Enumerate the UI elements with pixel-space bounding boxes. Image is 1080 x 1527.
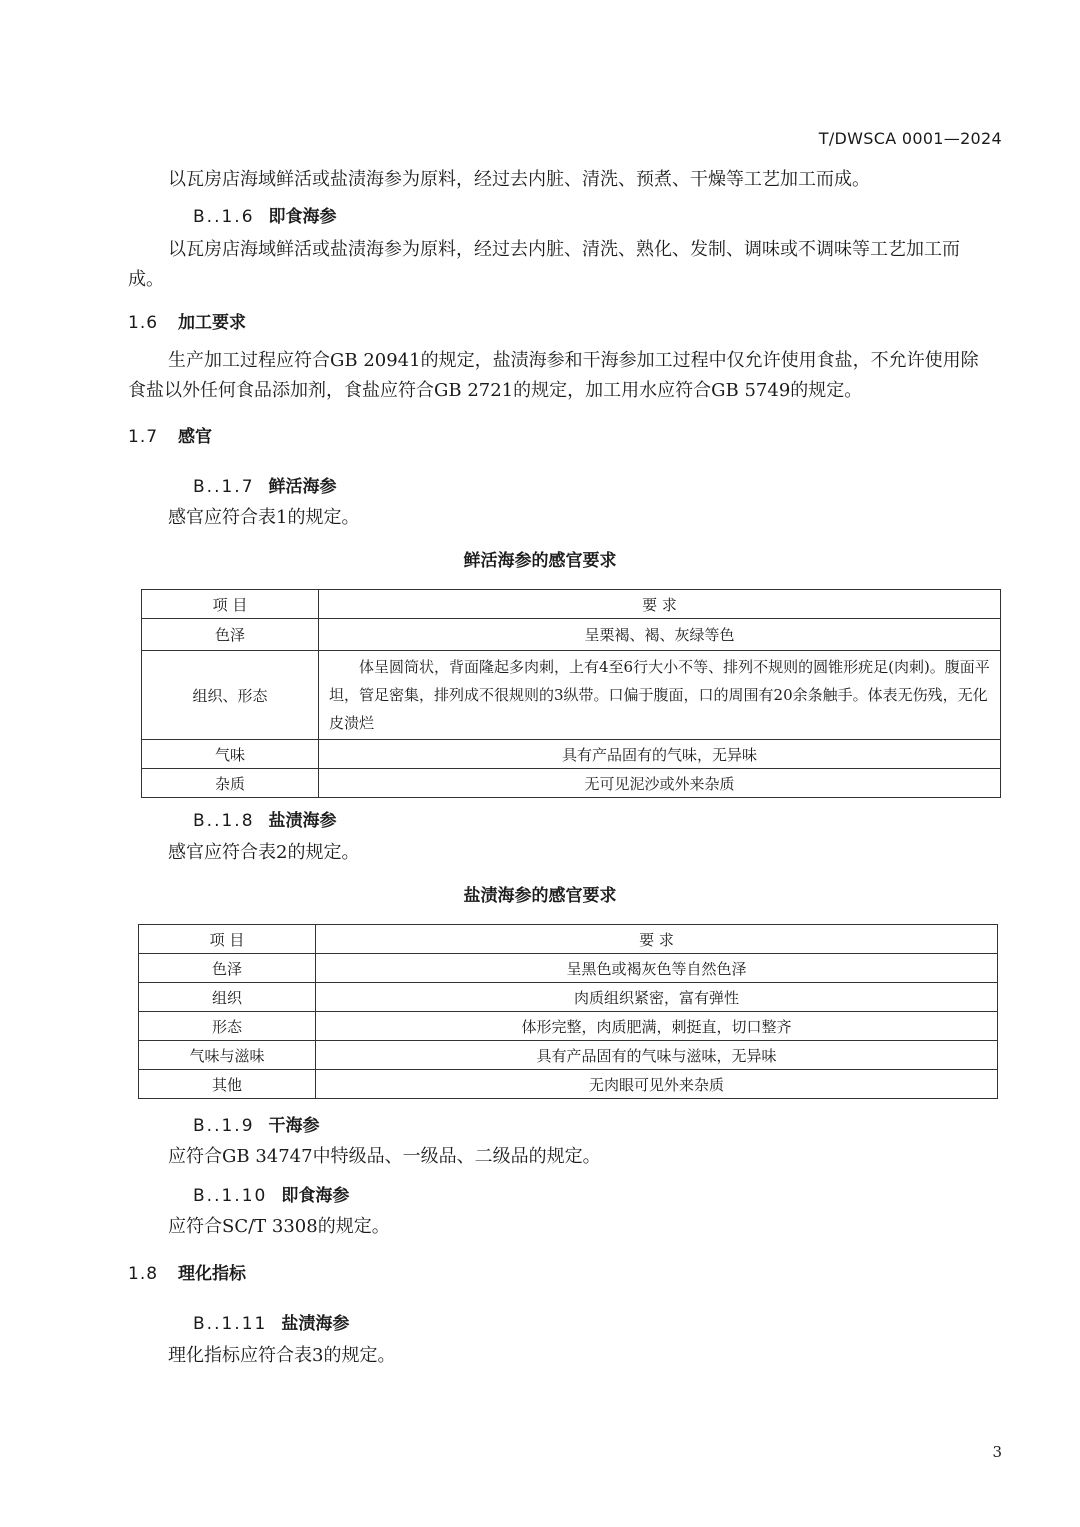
- table-cell-item: 杂质: [142, 769, 319, 798]
- table-cell-requirement: 体呈圆筒状，背面隆起多肉刺，上有4至6行大小不等、排列不规则的圆锥形疣足(肉刺)。腹面平坦，管足密集，排列成不很规则的3纵带。口偏于腹面，口的周围有20余条触手。体表无伤残，无化皮溃烂: [319, 651, 1001, 740]
- section-number: 1.8: [128, 1264, 159, 1284]
- table-row: [142, 651, 1001, 740]
- paragraph-processing: 生产加工过程应符合GB 20941的规定，盐渍海参和干海参加工过程中仅允许使用食盐，不允许使用除食盐以外任何食品添加剂，食盐应符合GB 2721的规定，加工用水应符合GB 5749的规定。: [128, 350, 979, 401]
- table-cell-item: 气味与滋味: [139, 1041, 316, 1070]
- table-row: [142, 740, 1001, 769]
- section-title: 加工要求: [178, 313, 247, 333]
- table-row: [139, 1012, 998, 1041]
- subheading-b1111: [193, 1309, 349, 1334]
- section-heading-1-7: [128, 422, 212, 447]
- section-heading-1-6: [128, 308, 246, 333]
- table-cell-item: 气味: [142, 740, 319, 769]
- subheading-b118: [193, 806, 337, 831]
- table1-caption: 鲜活海参的感官要求: [463, 551, 617, 571]
- paragraph-dried-standard: 应符合GB 34747中特级品、一级品、二级品的规定。: [168, 1146, 601, 1167]
- subheading-b117: [193, 472, 337, 497]
- table-header-requirement: 要 求: [319, 590, 1001, 619]
- table-row: [139, 1041, 998, 1070]
- subheading-number: B..1.10: [193, 1186, 268, 1206]
- table1: [141, 589, 1001, 798]
- table-cell-requirement: 具有产品固有的气味与滋味，无异味: [316, 1041, 998, 1070]
- paragraph-table1-reference: 感官应符合表1的规定。: [168, 507, 360, 528]
- subheading-title: 干海参: [268, 1116, 320, 1136]
- section-number: 1.7: [128, 427, 159, 447]
- table-header-requirement: 要 求: [316, 925, 998, 954]
- subheading-b119: [193, 1111, 320, 1136]
- document-code: T/DWSCA 0001—2024: [818, 129, 1002, 148]
- table-header-item: 项 目: [139, 925, 316, 954]
- subheading-number: B..1.11: [193, 1314, 268, 1334]
- subheading-number: B..1.7: [193, 477, 255, 497]
- paragraph-table3-reference: 理化指标应符合表3的规定。: [168, 1345, 396, 1366]
- subheading-title: 鲜活海参: [268, 477, 337, 497]
- table-row: [139, 1070, 998, 1099]
- table-row: [142, 619, 1001, 651]
- table-cell-item: 其他: [139, 1070, 316, 1099]
- table-cell-item: 色泽: [142, 619, 319, 651]
- subheading-number: B..1.8: [193, 811, 255, 831]
- subheading-b116: [193, 202, 337, 227]
- table-header-row: [142, 590, 1001, 619]
- table-cell-item: 色泽: [139, 954, 316, 983]
- subheading-title: 即食海参: [268, 207, 337, 227]
- section-title: 感官: [178, 427, 213, 447]
- table-cell-requirement: 具有产品固有的气味，无异味: [319, 740, 1001, 769]
- subheading-number: B..1.6: [193, 207, 255, 227]
- paragraph-dried-definition: 以瓦房店海域鲜活或盐渍海参为原料，经过去内脏、清洗、预煮、干燥等工艺加工而成。: [168, 169, 870, 190]
- section-heading-1-8: [128, 1259, 246, 1284]
- subheading-title: 盐渍海参: [268, 811, 337, 831]
- table-cell-requirement: 呈栗褐、褐、灰绿等色: [319, 619, 1001, 651]
- paragraph-table2-reference: 感官应符合表2的规定。: [168, 842, 360, 863]
- table-cell-item: 组织、形态: [142, 651, 319, 740]
- paragraph-instant-standard: 应符合SC/T 3308的规定。: [168, 1216, 390, 1237]
- subheading-number: B..1.9: [193, 1116, 255, 1136]
- subheading-title: 即食海参: [281, 1186, 350, 1206]
- subheading-b1110: [193, 1181, 349, 1206]
- table-cell-requirement: 呈黑色或褐灰色等自然色泽: [316, 954, 998, 983]
- table2: [138, 924, 998, 1099]
- table-cell-requirement: 体形完整，肉质肥满，刺挺直，切口整齐: [316, 1012, 998, 1041]
- table-header-item: 项 目: [142, 590, 319, 619]
- table-header-row: [139, 925, 998, 954]
- section-title: 理化指标: [178, 1264, 247, 1284]
- page-number: 3: [992, 1443, 1002, 1461]
- paragraph-instant-definition: 以瓦房店海域鲜活或盐渍海参为原料，经过去内脏、清洗、熟化、发制、调味或不调味等工艺加工而成。: [128, 239, 960, 290]
- table-cell-requirement: 无可见泥沙或外来杂质: [319, 769, 1001, 798]
- table-cell-item: 形态: [139, 1012, 316, 1041]
- table-cell-requirement: 肉质组织紧密，富有弹性: [316, 983, 998, 1012]
- section-number: 1.6: [128, 313, 159, 333]
- table-cell-item: 组织: [139, 983, 316, 1012]
- table-row: [142, 769, 1001, 798]
- table2-caption: 盐渍海参的感官要求: [463, 886, 617, 906]
- table-cell-requirement: 无肉眼可见外来杂质: [316, 1070, 998, 1099]
- table-row: [139, 954, 998, 983]
- subheading-title: 盐渍海参: [281, 1314, 350, 1334]
- table-row: [139, 983, 998, 1012]
